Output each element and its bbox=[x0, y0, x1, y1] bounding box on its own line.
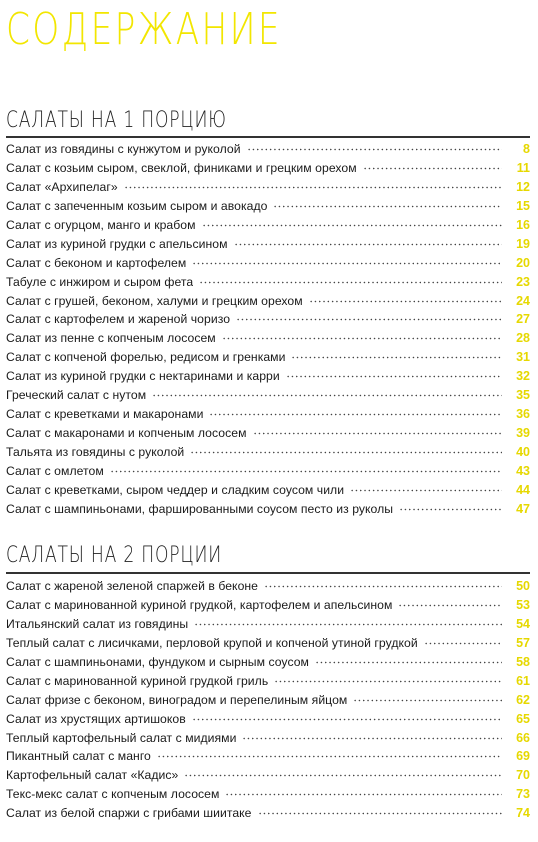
toc-entry-page-number: 69 bbox=[516, 749, 530, 764]
toc-entry-page-number: 43 bbox=[516, 463, 530, 478]
toc-entry-page-number: 62 bbox=[516, 692, 530, 707]
toc-list-1-portion bbox=[6, 142, 530, 521]
toc-entry[interactable] bbox=[6, 199, 530, 218]
toc-entry-page-number: 57 bbox=[516, 635, 530, 650]
toc-entry-title: Салат из говядины с кунжутом и руколой bbox=[6, 142, 241, 156]
toc-entry[interactable] bbox=[6, 218, 530, 237]
toc-entry-title: Салат с креветками и макаронами bbox=[6, 407, 204, 422]
toc-entry-page-number: 53 bbox=[516, 597, 530, 612]
dot-leader bbox=[234, 243, 503, 246]
toc-entry[interactable] bbox=[6, 579, 530, 598]
toc-entry[interactable] bbox=[6, 693, 530, 712]
dot-leader bbox=[192, 718, 502, 721]
dot-leader bbox=[291, 356, 502, 359]
toc-entry-title: Тальята из говядины с руколой bbox=[6, 445, 185, 459]
dot-leader bbox=[253, 432, 502, 435]
dot-leader bbox=[399, 508, 502, 511]
page-title: СОДЕРЖАНИЕ bbox=[6, 4, 282, 55]
toc-entry-title: Теплый картофельный салат с мидиями bbox=[6, 730, 237, 745]
dot-leader bbox=[315, 661, 502, 664]
toc-entry-page-number: 44 bbox=[516, 482, 530, 497]
toc-entry-page-number: 39 bbox=[516, 426, 530, 441]
toc-list-2-portions bbox=[6, 579, 530, 825]
toc-entry-title: Греческий салат с нутом bbox=[6, 388, 147, 403]
dot-leader bbox=[286, 375, 502, 378]
toc-entry-page-number: 58 bbox=[516, 654, 530, 669]
toc-entry[interactable] bbox=[6, 655, 530, 674]
section-divider bbox=[6, 136, 530, 138]
dot-leader bbox=[199, 281, 502, 284]
toc-entry-title: Салат с шампиньонами, фаршированными соусом песто из руколы bbox=[6, 501, 394, 516]
toc-entry-title: Салат с омлетом bbox=[6, 463, 104, 478]
toc-entry-title: Салат из куриной грудки с апельсином bbox=[6, 236, 228, 251]
toc-entry[interactable] bbox=[6, 237, 530, 256]
dot-leader bbox=[190, 451, 502, 454]
toc-entry[interactable] bbox=[6, 617, 530, 636]
toc-entry[interactable] bbox=[6, 502, 530, 521]
toc-entry[interactable] bbox=[6, 768, 530, 787]
toc-entry[interactable] bbox=[6, 483, 530, 502]
toc-entry-title: Салат с маринованной куриной грудкой, картофелем и апельсином bbox=[6, 597, 393, 612]
toc-entry-page-number: 66 bbox=[516, 730, 530, 745]
toc-entry-page-number: 61 bbox=[516, 673, 530, 688]
toc-entry-page-number: 54 bbox=[516, 616, 530, 631]
toc-entry-title: Салат фризе с беконом, виноградом и перепелиным яйцом bbox=[6, 692, 348, 707]
toc-entry-page-number: 28 bbox=[516, 331, 530, 346]
toc-entry-title: Текс-мекс салат с копченым лососем bbox=[6, 787, 220, 802]
toc-entry[interactable] bbox=[6, 350, 530, 369]
toc-entry[interactable] bbox=[6, 312, 530, 331]
dot-leader bbox=[274, 680, 502, 683]
toc-entry[interactable] bbox=[6, 407, 530, 426]
dot-leader bbox=[353, 699, 502, 702]
toc-entry[interactable] bbox=[6, 674, 530, 693]
dot-leader bbox=[110, 470, 502, 473]
dot-leader bbox=[350, 489, 502, 492]
toc-entry-title: Пикантный салат с манго bbox=[6, 749, 151, 764]
toc-entry-title: Салат с шампиньонами, фундуком и сырным соусом bbox=[6, 654, 309, 669]
toc-entry-title: Салат из хрустящих артишоков bbox=[6, 711, 186, 726]
toc-entry[interactable] bbox=[6, 161, 530, 180]
toc-entry-page-number: 20 bbox=[516, 255, 530, 270]
toc-entry[interactable] bbox=[6, 331, 530, 350]
toc-entry[interactable] bbox=[6, 787, 530, 806]
toc-entry[interactable] bbox=[6, 464, 530, 483]
toc-entry[interactable] bbox=[6, 731, 530, 750]
toc-entry-page-number: 24 bbox=[516, 293, 530, 308]
toc-entry-title: Салат с картофелем и жареной чоризо bbox=[6, 312, 231, 327]
dot-leader bbox=[194, 623, 502, 626]
toc-entry-page-number: 35 bbox=[516, 388, 530, 403]
toc-entry-title: Картофельный салат «Кадис» bbox=[6, 768, 179, 783]
toc-entry-page-number: 36 bbox=[516, 407, 530, 422]
toc-entry-page-number: 73 bbox=[516, 787, 530, 802]
dot-leader bbox=[225, 793, 502, 796]
dot-leader bbox=[363, 167, 502, 170]
toc-entry[interactable] bbox=[6, 636, 530, 655]
dot-leader bbox=[273, 205, 502, 208]
toc-entry-page-number: 40 bbox=[516, 445, 530, 459]
dot-leader bbox=[184, 774, 502, 777]
toc-entry-title: Салат из пенне с копченым лососем bbox=[6, 331, 216, 346]
dot-leader bbox=[247, 148, 502, 151]
toc-entry[interactable] bbox=[6, 294, 530, 313]
toc-entry-page-number: 31 bbox=[516, 350, 530, 365]
toc-entry-title: Табуле с инжиром и сыром фета bbox=[6, 274, 194, 289]
toc-entry[interactable] bbox=[6, 388, 530, 407]
toc-entry[interactable] bbox=[6, 142, 530, 161]
toc-entry-title: Салат с жареной зеленой спаржей в беконе bbox=[6, 579, 259, 593]
dot-leader bbox=[124, 186, 502, 189]
dot-leader bbox=[236, 318, 502, 321]
toc-entry-title: Салат с огурцом, манго и крабом bbox=[6, 217, 196, 232]
section-heading-1-portion: САЛАТЫ НА 1 ПОРЦИЮ bbox=[6, 108, 227, 133]
toc-entry-page-number: 11 bbox=[516, 160, 530, 175]
toc-entry-title: Салат из куриной грудки с нектаринами и карри bbox=[6, 369, 280, 384]
toc-entry-title: Салат из белой спаржи с грибами шиитаке bbox=[6, 806, 252, 821]
dot-leader bbox=[264, 585, 502, 588]
dot-leader bbox=[242, 737, 502, 740]
section-divider bbox=[6, 572, 530, 574]
toc-entry-title: Салат с креветками, сыром чеддер и сладким соусом чили bbox=[6, 482, 345, 497]
dot-leader bbox=[192, 262, 502, 265]
toc-entry[interactable] bbox=[6, 598, 530, 617]
toc-entry[interactable] bbox=[6, 275, 530, 294]
toc-entry[interactable] bbox=[6, 712, 530, 731]
toc-entry-page-number: 32 bbox=[516, 369, 530, 384]
toc-entry-title: Салат с макаронами и копченым лососем bbox=[6, 426, 247, 441]
toc-entry[interactable] bbox=[6, 180, 530, 199]
toc-entry-title: Салат с маринованной куриной грудкой гриль bbox=[6, 673, 269, 688]
dot-leader bbox=[258, 812, 503, 815]
toc-entry-page-number: 65 bbox=[516, 711, 530, 726]
dot-leader bbox=[152, 394, 502, 397]
toc-entry-page-number: 47 bbox=[516, 501, 530, 516]
toc-entry-title: Салат с запеченным козьим сыром и авокадо bbox=[6, 198, 268, 213]
toc-entry-page-number: 27 bbox=[516, 312, 530, 327]
dot-leader bbox=[424, 642, 502, 645]
dot-leader bbox=[309, 300, 502, 303]
toc-entry[interactable] bbox=[6, 445, 530, 464]
toc-entry-page-number: 15 bbox=[516, 198, 530, 213]
dot-leader bbox=[398, 604, 502, 607]
toc-entry-page-number: 23 bbox=[516, 274, 530, 289]
toc-entry-title: Итальянский салат из говядины bbox=[6, 616, 189, 631]
toc-entry[interactable] bbox=[6, 426, 530, 445]
section-heading-2-portions: САЛАТЫ НА 2 ПОРЦИИ bbox=[6, 543, 222, 568]
toc-entry-page-number: 74 bbox=[516, 806, 530, 821]
toc-entry-page-number: 16 bbox=[516, 217, 530, 232]
dot-leader bbox=[209, 413, 502, 416]
toc-entry-title: Салат с копченой форелью, редисом и гренками bbox=[6, 350, 286, 365]
dot-leader bbox=[202, 224, 502, 227]
toc-entry-page-number: 70 bbox=[516, 768, 530, 783]
toc-entry[interactable] bbox=[6, 806, 530, 825]
toc-entry[interactable] bbox=[6, 749, 530, 768]
toc-entry-page-number: 50 bbox=[516, 579, 530, 593]
toc-entry-page-number: 8 bbox=[523, 142, 530, 156]
toc-entry-title: Салат с козьим сыром, свеклой, финиками и грецким орехом bbox=[6, 160, 357, 175]
toc-entry-page-number: 12 bbox=[516, 179, 530, 194]
dot-leader bbox=[157, 755, 502, 758]
toc-entry[interactable] bbox=[6, 256, 530, 275]
toc-entry-title: Теплый салат с лисичками, перловой крупой и копченой утиной грудкой bbox=[6, 635, 418, 650]
toc-entry-page-number: 19 bbox=[516, 236, 530, 251]
toc-entry-title: Салат «Архипелаг» bbox=[6, 179, 118, 194]
toc-entry-title: Салат с грушей, беконом, халуми и грецким орехом bbox=[6, 293, 303, 308]
toc-entry[interactable] bbox=[6, 369, 530, 388]
toc-entry-title: Салат с беконом и картофелем bbox=[6, 255, 187, 270]
dot-leader bbox=[222, 337, 502, 340]
